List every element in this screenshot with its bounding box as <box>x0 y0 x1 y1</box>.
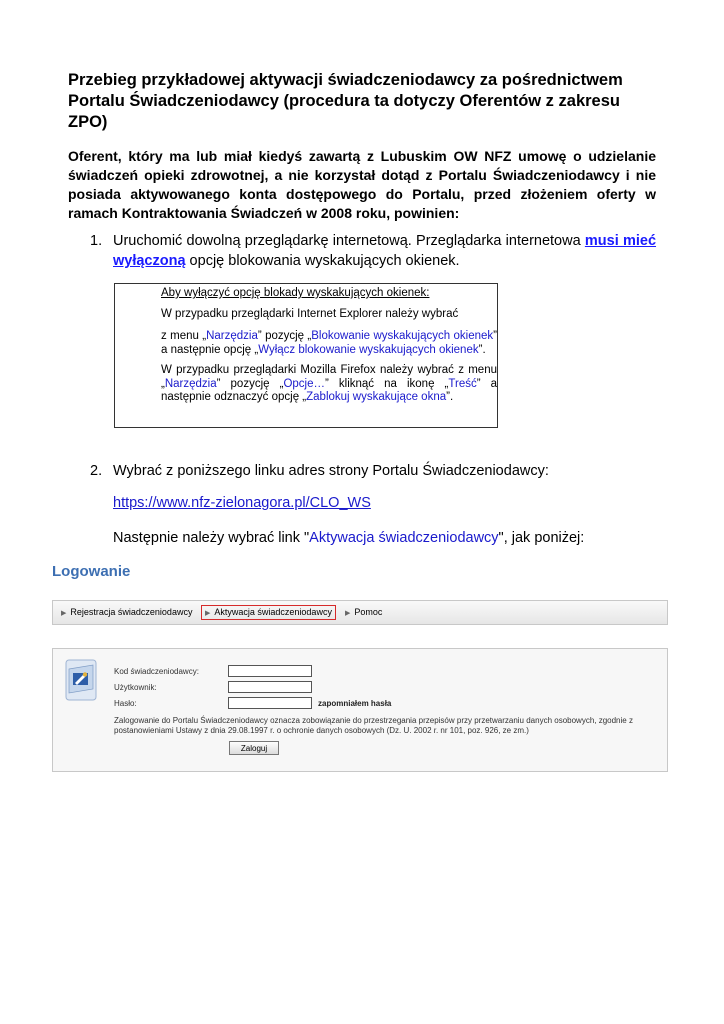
ff-option-name: Zablokuj wyskakujące okna <box>306 391 447 403</box>
nav-activation[interactable] <box>201 605 336 620</box>
nav-registration-label: Rejestracja świadczeniodawcy <box>70 607 193 617</box>
provider-code-input[interactable] <box>228 665 312 677</box>
username-input[interactable] <box>228 681 312 693</box>
ff-icon-name: Treść <box>448 377 477 390</box>
step-1-text-b: opcję blokowania wyskakujących okienek. <box>185 253 460 269</box>
box-heading: Aby wyłączyć opcję blokady wyskakujących okienek: <box>161 287 430 299</box>
ie-text-c: ” a następnie opcję „ <box>161 330 497 356</box>
intro-paragraph: Oferent, który ma lub miał kiedyś zawartą z Lubuskim OW NFZ umowę o udzielanie świadczeń opieki zdrowotnej, a nie korzystał dotąd z Portalu Świadczeniodawcy i nie posiada aktywowanego konta dostępowego do Portalu, przed złożeniem oferty w ramach Kontraktowania Świadczeń w 2008 roku, powinien: <box>68 148 656 221</box>
nav-registration[interactable] <box>61 606 192 619</box>
ff-text-a: W przypadku przeglądarki Mozilla Firefox należy wybrać z menu „ <box>161 364 497 390</box>
step-1-text <box>113 231 656 271</box>
consent-text: Zalogowanie do Portalu Świadczeniodawcy oznacza zobowiązanie do przestrzegania przepisów przy przetwarzaniu danych osobowych, zgodnie z postanowieniami Ustawy z dnia 29.08.1997 r. o ochronie danych osobowych (Dz. U. 2002 r. nr 101, poz. 926, ze zm.) <box>114 716 633 735</box>
nav-help[interactable] <box>345 606 382 619</box>
step-2-text: Wybrać z poniższego linku adres strony Portalu Świadczeniodawcy: <box>113 463 549 479</box>
login-panel <box>52 648 668 772</box>
next-step-text <box>113 528 584 548</box>
arrow-right-icon: ▶ <box>61 610 67 617</box>
label-username: Użytkownik: <box>114 683 157 692</box>
ie-position-name: Blokowanie wyskakujących okienek <box>311 330 494 342</box>
login-button[interactable]: Zaloguj <box>229 741 279 755</box>
ff-text-b: ” pozycję „ <box>216 377 284 390</box>
popup-instructions-box <box>114 283 498 428</box>
forgot-password-link[interactable]: zapomniałem hasła <box>318 699 392 708</box>
ie-text-b: ” pozycję „ <box>257 330 312 342</box>
ie-menu-name: Narzędzia <box>206 330 258 342</box>
label-password: Hasło: <box>114 699 137 708</box>
step-1 <box>90 231 656 271</box>
ie-text-a: z menu „ <box>161 330 207 342</box>
ie-text-d: ”. <box>478 343 486 356</box>
arrow-right-icon: ▶ <box>205 610 211 617</box>
portal-logo-icon <box>65 659 97 701</box>
label-provider-code: Kod świadczeniodawcy: <box>114 667 199 676</box>
portal-navbar <box>52 600 668 625</box>
password-input[interactable] <box>228 697 312 709</box>
box-ie-intro: W przypadku przeglądarki Internet Explorer należy wybrać <box>161 307 459 320</box>
step-2-number: 2. <box>90 463 103 479</box>
next-text-a: Następnie należy wybrać link " <box>113 530 310 546</box>
document-title: Przebieg przykładowej aktywacji świadczeniodawcy za pośrednictwem Portalu Świadczeniodawcy (procedura ta dotyczy Oferentów z zakresu ZPO) <box>68 71 623 131</box>
must-disable-link[interactable]: musi mieć wyłączoną <box>113 233 657 269</box>
nav-help-label: Pomoc <box>354 607 383 617</box>
nav-activation-label: Aktywacja świadczeniodawcy <box>214 607 332 617</box>
box-ie-steps <box>161 330 497 357</box>
login-heading: Logowanie <box>52 563 131 580</box>
ff-text-c: ” kliknąć na ikonę „ <box>324 377 449 390</box>
ie-option-name: Wyłącz blokowanie wyskakujących okienek <box>258 343 479 356</box>
step-1-text-a: Uruchomić dowolną przeglądarkę internetową. Przeglądarka internetowa <box>113 233 585 249</box>
ff-menu-name: Narzędzia <box>164 377 217 390</box>
ff-position-name: Opcje… <box>283 377 325 390</box>
next-text-b: ", jak poniżej: <box>498 530 585 546</box>
activation-link-mention: Aktywacja świadczeniodawcy <box>309 530 499 546</box>
step-1-number: 1. <box>90 233 103 249</box>
ff-text-d: ” a następnie odznaczyć opcję „ <box>161 377 498 403</box>
step-2 <box>90 461 656 481</box>
box-firefox-steps <box>161 364 497 405</box>
portal-url-link[interactable]: https://www.nfz-zielonagora.pl/CLO_WS <box>113 495 371 511</box>
ff-text-e: ”. <box>446 391 454 403</box>
arrow-right-icon: ▶ <box>345 610 351 617</box>
